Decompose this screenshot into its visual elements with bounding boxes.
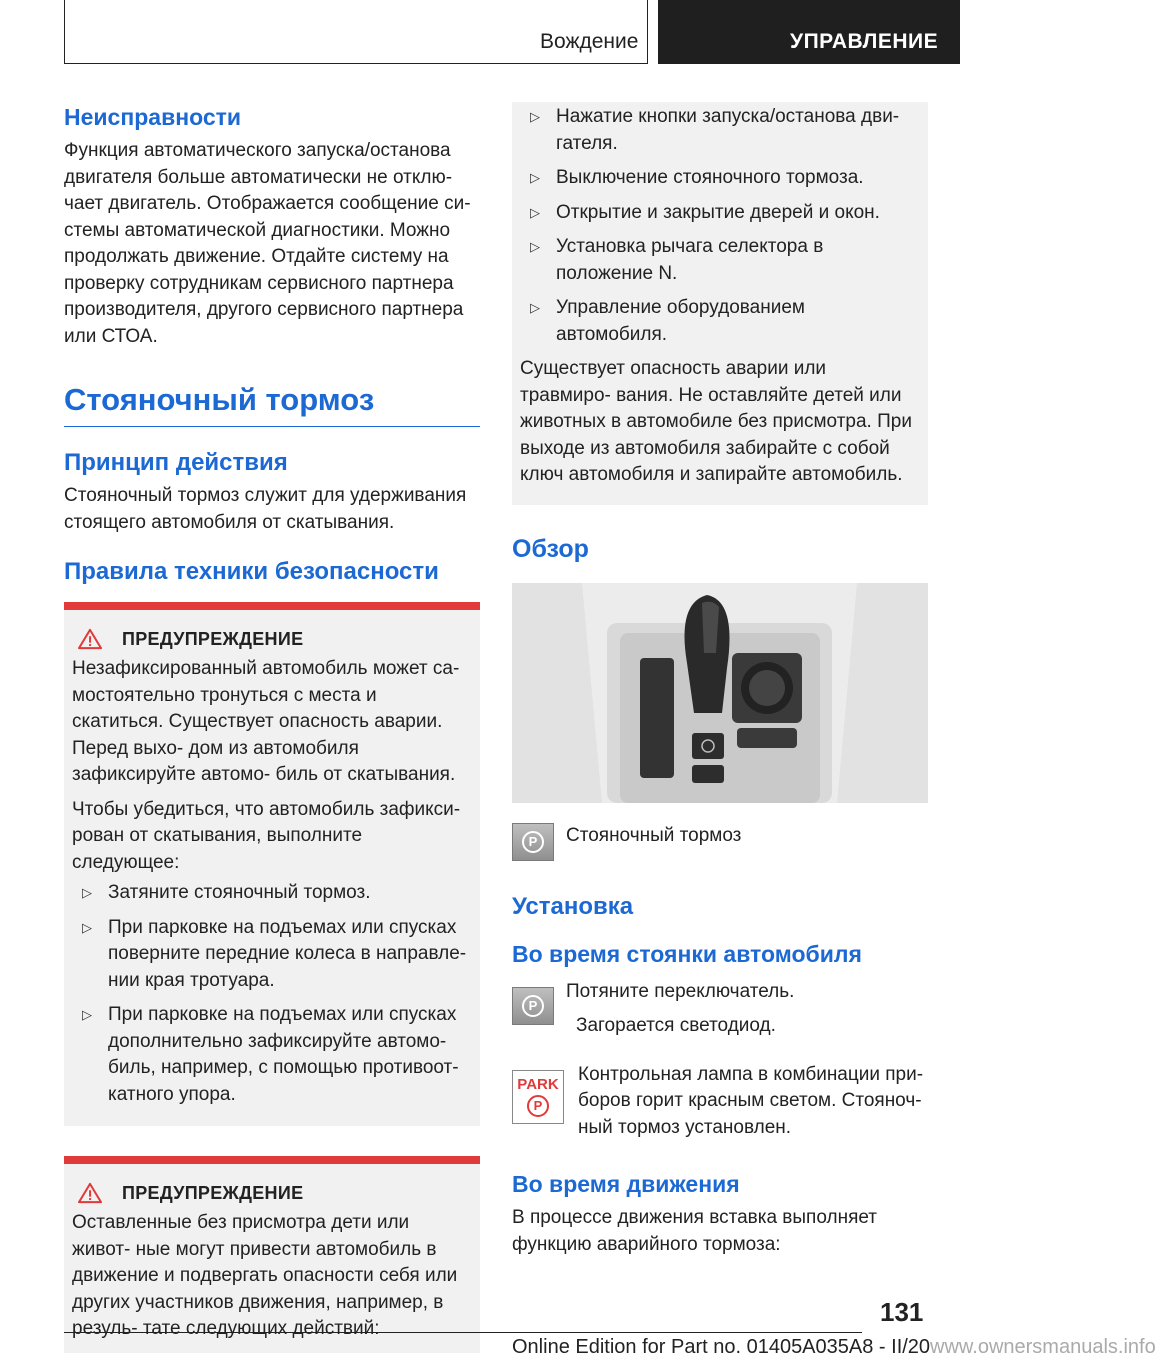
parking-brake-button-icon: P <box>512 987 554 1025</box>
footer-divider <box>64 1332 862 1333</box>
list-item: ▷ При парковке на подъемах или спусках поверните передние колеса в направле- нии края тротуара. <box>82 916 467 991</box>
warning-1-p2: Чтобы убедиться, что автомобиль зафикси- рован от скатывания, выполните следующее: <box>72 798 461 873</box>
edition-label: Online Edition for Part no. 01405A035A8 - II/20 <box>512 1336 931 1358</box>
bullet-triangle-icon: ▷ <box>82 919 92 935</box>
list-item: ▷ Затяните стояночный тормоз. <box>72 880 472 907</box>
chapter-label: Вождение <box>540 30 639 53</box>
warning-label-1: ПРЕДУПРЕЖДЕНИЕ <box>122 628 304 649</box>
console-photo <box>512 583 928 803</box>
parked-row <box>512 979 928 1040</box>
parked-line-2: Загорается светодиод. <box>576 1015 776 1036</box>
parked-line-1: Потяните переключатель. <box>566 980 795 1002</box>
watermark: www.ownersmanuals.info <box>930 1336 1156 1358</box>
bullet-triangle-icon: ▷ <box>530 170 540 185</box>
warning-triangle-icon <box>76 1182 104 1204</box>
warning-box-2-continued <box>512 102 928 505</box>
warning-2-end: Существует опасность аварии или травмиро- вания. Не оставляйте детей или животных в автомобиле без присмотра. При выходе из автомобиля забирайте с собой ключ автомобиля и запирайте автомобиль. <box>520 358 912 485</box>
overview-title: Обзор <box>512 534 589 563</box>
warning-triangle-icon <box>76 628 104 650</box>
driving-title: Во время движения <box>512 1171 740 1197</box>
bullet-triangle-icon: ▷ <box>530 239 540 254</box>
main-title-block <box>64 380 480 427</box>
left-column <box>64 102 480 1353</box>
warning-box-1 <box>64 602 480 1126</box>
main-title: Стояночный тормоз <box>64 382 375 417</box>
warning-1-p1: Незафиксированный автомобиль может са- мостоятельно тронуться с места и скатиться. Существует опасность аварии. Перед выхо- дом из автомобиля зафиксируйте автомо- биль от скатывания. <box>72 658 460 785</box>
bullet-triangle-icon: ▷ <box>82 1007 92 1022</box>
right-column <box>512 102 928 1258</box>
page-number: 131 <box>880 1297 924 1327</box>
driving-text: В процессе движения вставка выполняет функцию аварийного тормоза: <box>512 1207 877 1255</box>
overview-caption: Стояночный тормоз <box>566 824 742 846</box>
list-item: ▷ Выключение стояночного тормоза. <box>520 165 920 192</box>
list-item: ▷ Установка рычага селектора в положение N. <box>530 236 824 284</box>
parking-brake-button-icon: P <box>512 823 554 861</box>
warning-label-2: ПРЕДУПРЕЖДЕНИЕ <box>122 1182 304 1203</box>
principle-title: Принцип действия <box>64 449 288 476</box>
warning-header-1 <box>76 628 472 650</box>
bullet-triangle-icon: ▷ <box>530 204 540 220</box>
list-item: ▷ Управление оборудованием автомобиля. <box>530 297 805 345</box>
safety-title: Правила техники безопасности <box>64 558 439 585</box>
section-label: УПРАВЛЕНИЕ <box>790 30 939 53</box>
warning-1-list <box>72 880 472 1108</box>
footer-text <box>512 1336 1156 1359</box>
faults-text: Функция автоматического запуска/останова двигателя больше автоматически не отклю- чает двигатель. Отображается сообщение си- стемы автоматической диагностики. Можно продолжать движение. Отдайте систему на проверку сотрудникам сервисного партнера производителя, другого сервисного партнера или СТОА. <box>64 140 471 347</box>
list-item: ▷ При парковке на подъемах или спусках дополнительно зафиксируйте автомо- биль, например, с помощью противоот- катного упора. <box>82 1004 459 1105</box>
parked-text <box>566 979 794 1040</box>
center-console-image <box>512 583 928 803</box>
list-item: ▷ Открытие и закрытие дверей и окон. <box>520 200 920 227</box>
parked-title: Во время стоянки автомобиля <box>512 940 862 967</box>
warning-2-list <box>520 102 920 348</box>
park-warning-lamp-icon: PARK P <box>512 1070 564 1124</box>
bullet-triangle-icon: ▷ <box>82 885 92 900</box>
lamp-row <box>512 1062 928 1142</box>
warning-box-2 <box>64 1156 480 1353</box>
bullet-triangle-icon: ▷ <box>530 109 540 124</box>
warning-2-p1: Оставленные без присмотра дети или живот- ные могут привести автомобиль в движение и подвергать опасности себя или других участников движения, например, в резуль- тате следующих действий: <box>72 1212 458 1339</box>
list-item: ▷ Нажатие кнопки запуска/останова дви- гателя. <box>530 106 900 154</box>
overview-caption-row <box>512 823 928 861</box>
faults-title: Неисправности <box>64 104 242 130</box>
principle-text: Стояночный тормоз служит для удерживания стоящего автомобиля от скатывания. <box>64 485 467 533</box>
bullet-triangle-icon: ▷ <box>530 300 540 315</box>
set-title: Установка <box>512 892 634 920</box>
lamp-text: Контрольная лампа в комбинации при- боров горит красным светом. Стояноч- ный тормоз установлен. <box>578 1063 924 1138</box>
warning-header-2 <box>76 1182 472 1204</box>
